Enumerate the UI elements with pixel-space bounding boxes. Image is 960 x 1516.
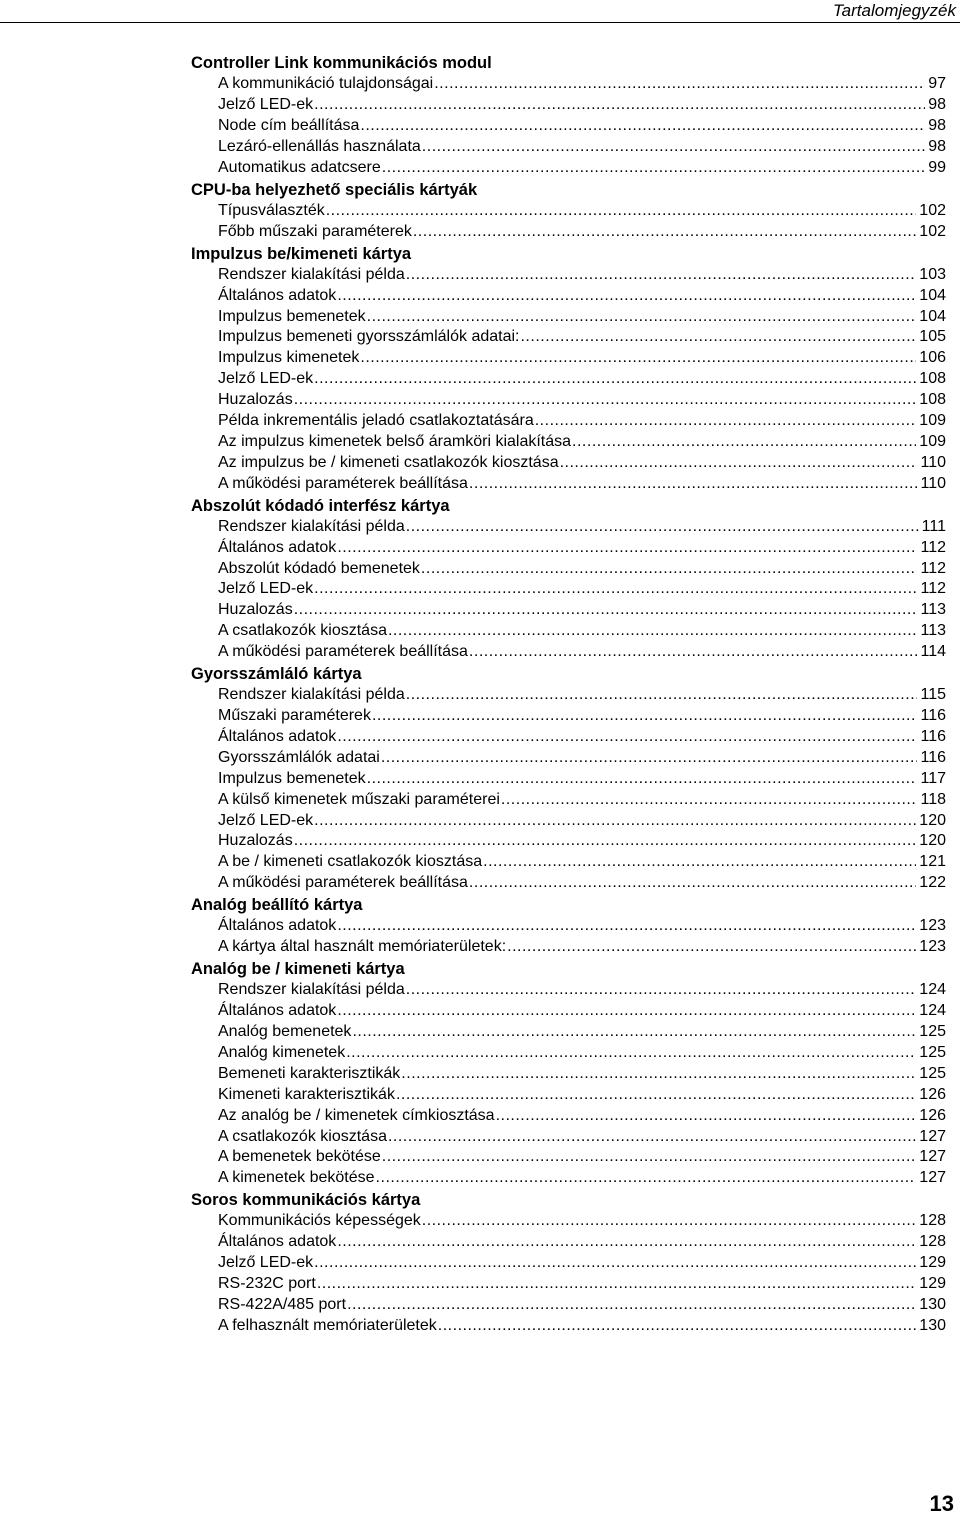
toc-entry-label: Általános adatok xyxy=(218,727,337,745)
toc-entry[interactable] xyxy=(218,1211,946,1232)
toc-entry-page: 108 xyxy=(919,391,946,409)
toc-entry[interactable] xyxy=(218,390,946,411)
toc-entry-page: 98 xyxy=(928,137,946,155)
toc-entry-page: 128 xyxy=(919,1212,946,1230)
toc-entry-label: A kimenetek bekötése xyxy=(218,1169,375,1187)
toc-entry-label: A bemenetek bekötése xyxy=(218,1148,381,1166)
toc-entry-page: 97 xyxy=(928,75,946,93)
dot-leader xyxy=(337,727,917,748)
toc-entry-label: Analóg bemenetek xyxy=(218,1023,352,1041)
toc-entry[interactable] xyxy=(218,369,946,390)
toc-entry-label: A külső kimenetek műszaki paraméterei xyxy=(218,790,500,808)
toc-entry-label: Főbb műszaki paraméterek xyxy=(218,222,412,240)
dot-leader xyxy=(388,1127,916,1148)
toc-entry-label: Kimeneti karakterisztikák xyxy=(218,1085,395,1103)
toc-entry-page: 109 xyxy=(919,432,946,450)
dot-leader xyxy=(406,980,917,1001)
toc-entry[interactable] xyxy=(218,1316,946,1337)
dot-leader xyxy=(469,474,918,495)
dot-leader xyxy=(337,1232,916,1253)
dot-leader xyxy=(388,621,918,642)
toc-entry[interactable] xyxy=(218,873,946,894)
toc-entry-page: 127 xyxy=(919,1148,946,1166)
toc-entry-page: 108 xyxy=(919,370,946,388)
toc-entry-label: Műszaki paraméterek xyxy=(218,707,371,725)
toc-entry[interactable] xyxy=(218,1001,946,1022)
toc-entry-page: 127 xyxy=(919,1169,946,1187)
toc-entry[interactable] xyxy=(218,474,946,495)
dot-leader xyxy=(422,137,925,158)
toc-entry-label: Lezáró-ellenállás használata xyxy=(218,137,421,155)
toc-entry-label: Általános adatok xyxy=(218,286,337,304)
toc-entry-page: 113 xyxy=(920,622,946,640)
toc-entry-label: Rendszer kialakítási példa xyxy=(218,517,405,535)
toc-entry[interactable] xyxy=(218,980,946,1001)
toc-entry-page: 113 xyxy=(920,601,946,619)
toc-entry[interactable] xyxy=(218,811,946,832)
toc-entry-page: 116 xyxy=(920,748,946,766)
toc-entry-page: 98 xyxy=(928,96,946,114)
toc-entry-page: 104 xyxy=(919,286,946,304)
section-title: Controller Link kommunikációs modul xyxy=(191,54,492,72)
dot-leader xyxy=(382,1147,917,1168)
toc-entry-label: RS-232C port xyxy=(218,1275,316,1293)
toc-entry[interactable] xyxy=(218,748,946,769)
toc-entry[interactable] xyxy=(218,411,946,432)
toc-entry-label: RS-422A/485 port xyxy=(218,1295,347,1313)
dot-leader xyxy=(376,1168,917,1189)
toc-entry[interactable] xyxy=(218,286,946,307)
toc-entry[interactable] xyxy=(218,538,946,559)
dot-leader xyxy=(326,201,917,222)
toc-entry-label: Huzalozás xyxy=(218,601,293,619)
toc-entry-label: Huzalozás xyxy=(218,832,293,850)
dot-leader xyxy=(367,769,918,790)
page-header xyxy=(0,0,960,24)
toc-entry-page: 102 xyxy=(919,201,946,219)
toc-entry-page: 128 xyxy=(919,1233,946,1251)
dot-leader xyxy=(434,74,925,95)
toc-entry[interactable] xyxy=(218,432,946,453)
toc-entry-page: 124 xyxy=(919,1002,946,1020)
dot-leader xyxy=(469,642,918,663)
toc-entry-page: 112 xyxy=(920,559,946,577)
toc-entry[interactable] xyxy=(218,727,946,748)
toc-entry[interactable] xyxy=(218,1274,946,1295)
toc-entry-label: Típusválaszték xyxy=(218,201,325,219)
toc-entry-label: Impulzus bemenetek xyxy=(218,769,366,787)
toc-entry[interactable] xyxy=(218,1253,946,1274)
toc-entry-label: A működési paraméterek beállítása xyxy=(218,474,468,492)
dot-leader xyxy=(501,790,918,811)
toc-entry-page: 123 xyxy=(919,938,946,956)
dot-leader xyxy=(469,873,916,894)
toc-entry[interactable] xyxy=(218,1147,946,1168)
dot-leader xyxy=(367,307,917,328)
section-title: Analóg beállító kártya xyxy=(191,896,363,915)
dot-leader xyxy=(413,222,916,243)
toc-entry-label: Általános adatok xyxy=(218,917,337,935)
toc-entry-label: Bemeneti karakterisztikák xyxy=(218,1064,401,1082)
toc-entry-page: 102 xyxy=(919,222,946,240)
toc-entry[interactable] xyxy=(218,1043,946,1064)
section-title: Impulzus be/kimeneti kártya xyxy=(191,244,412,263)
toc-entry[interactable] xyxy=(218,1022,946,1043)
toc-entry-label: Általános adatok xyxy=(218,1002,337,1020)
toc-entry-page: 118 xyxy=(920,790,946,808)
toc-entry-label: Automatikus adatcsere xyxy=(218,158,381,176)
dot-leader xyxy=(317,1274,916,1295)
toc-entry[interactable] xyxy=(218,158,946,179)
dot-leader xyxy=(347,1295,916,1316)
toc-entry-page: 104 xyxy=(919,307,946,325)
toc-entry-label: Az impulzus kimenetek belső áramköri kialakítása xyxy=(218,432,572,450)
toc-entry[interactable] xyxy=(218,852,946,873)
toc-entry-page: 116 xyxy=(920,707,946,725)
dot-leader xyxy=(520,327,916,348)
toc-entry-label: Jelző LED-ek xyxy=(218,370,314,388)
toc-entry-page: 103 xyxy=(919,265,946,283)
toc-entry-page: 111 xyxy=(921,517,946,535)
dot-leader xyxy=(314,811,916,832)
toc-entry[interactable] xyxy=(218,1106,946,1127)
toc-entry-page: 130 xyxy=(919,1295,946,1313)
section-title: Soros kommunikációs kártya xyxy=(191,1191,421,1210)
dot-leader xyxy=(421,559,918,580)
toc-entry-label: Impulzus bemenetek xyxy=(218,307,366,325)
section-title: Abszolút kódadó interfész kártya xyxy=(191,496,450,515)
toc-entry-label: Gyorsszámlálók adatai xyxy=(218,748,380,766)
toc-entry-label: Impulzus kimenetek xyxy=(218,349,360,367)
toc-entry[interactable] xyxy=(218,137,946,158)
toc-entry[interactable] xyxy=(218,706,946,727)
toc-entry-label: Analóg kimenetek xyxy=(218,1043,346,1061)
dot-leader xyxy=(337,286,916,307)
section-title: CPU-ba helyezhető speciális kártyák xyxy=(191,180,478,199)
dot-leader xyxy=(337,916,916,937)
toc-entry[interactable] xyxy=(218,685,946,706)
toc-entry-page: 122 xyxy=(919,874,946,892)
section-title: Analóg be / kimeneti kártya xyxy=(191,960,405,979)
dot-leader xyxy=(422,1211,917,1232)
dot-leader xyxy=(381,748,918,769)
toc-entry-label: Az impulzus be / kimeneti csatlakozók kiosztása xyxy=(218,453,559,471)
toc-entry-page: 106 xyxy=(919,349,946,367)
toc-entry[interactable] xyxy=(218,1085,946,1106)
dot-leader xyxy=(314,579,917,600)
toc-entry[interactable] xyxy=(218,1064,946,1085)
dot-leader xyxy=(406,517,919,538)
toc-entry[interactable] xyxy=(218,621,946,642)
page-number: 13 xyxy=(929,1491,954,1516)
toc-entry-label: Általános adatok xyxy=(218,538,337,556)
dot-leader xyxy=(294,600,918,621)
toc-entry-page: 117 xyxy=(920,769,946,787)
dot-leader xyxy=(360,348,916,369)
toc-entry[interactable] xyxy=(218,348,946,369)
toc-entry-page: 110 xyxy=(920,474,946,492)
dot-leader xyxy=(483,852,916,873)
toc-entry[interactable] xyxy=(218,307,946,328)
dot-leader xyxy=(406,265,917,286)
toc-entry-page: 109 xyxy=(919,412,946,430)
dot-leader xyxy=(572,432,916,453)
toc-entry[interactable] xyxy=(218,1168,946,1189)
toc-entry-label: A felhasznált memóriaterületek xyxy=(218,1316,437,1334)
toc-entry[interactable] xyxy=(218,937,946,958)
toc-entry-label: A csatlakozók kiosztása xyxy=(218,622,387,640)
toc-entry-label: Jelző LED-ek xyxy=(218,96,314,114)
dot-leader xyxy=(352,1022,916,1043)
toc-entry-label: Példa inkrementális jeladó csatlakoztatására xyxy=(218,412,534,430)
toc-entry-label: Az analóg be / kimenetek címkiosztása xyxy=(218,1106,495,1124)
dot-leader xyxy=(314,95,925,116)
toc-entry-label: Általános adatok xyxy=(218,1233,337,1251)
toc-entry-label: A be / kimeneti csatlakozók kiosztása xyxy=(218,853,483,871)
toc-entry-page: 120 xyxy=(919,811,946,829)
toc-entry-label: A működési paraméterek beállítása xyxy=(218,643,468,661)
toc-entry[interactable] xyxy=(218,600,946,621)
dot-leader xyxy=(560,453,918,474)
dot-leader xyxy=(360,116,925,137)
dot-leader xyxy=(496,1106,917,1127)
header-rule xyxy=(0,22,960,23)
toc-entry-label: A csatlakozók kiosztása xyxy=(218,1127,387,1145)
toc-entry[interactable] xyxy=(218,265,946,286)
toc-entry[interactable] xyxy=(218,517,946,538)
toc-entry-label: Kommunikációs képességek xyxy=(218,1212,421,1230)
toc-entry-page: 121 xyxy=(919,853,946,871)
toc-entry-page: 115 xyxy=(920,686,946,704)
toc-entry-page: 120 xyxy=(919,832,946,850)
dot-leader xyxy=(314,1253,916,1274)
dot-leader xyxy=(314,369,916,390)
toc-entry[interactable] xyxy=(218,579,946,600)
toc-entry-page: 130 xyxy=(919,1316,946,1334)
toc-entry-label: Jelző LED-ek xyxy=(218,580,314,598)
dot-leader xyxy=(372,706,918,727)
toc-entry-label: A működési paraméterek beállítása xyxy=(218,874,468,892)
toc-entry[interactable] xyxy=(218,453,946,474)
dot-leader xyxy=(294,390,917,411)
dot-leader xyxy=(396,1085,916,1106)
toc-entry-label: Abszolút kódadó bemenetek xyxy=(218,559,420,577)
toc-entry[interactable] xyxy=(218,831,946,852)
toc-entry-page: 124 xyxy=(919,981,946,999)
toc-entry-label: Jelző LED-ek xyxy=(218,811,314,829)
toc-entry-page: 99 xyxy=(928,158,946,176)
toc-entry[interactable] xyxy=(218,222,946,243)
toc-entry[interactable] xyxy=(218,95,946,116)
toc-entry-label: A kommunikáció tulajdonságai xyxy=(218,75,434,93)
toc-entry[interactable] xyxy=(218,201,946,222)
section-title: Gyorsszámláló kártya xyxy=(191,665,362,684)
dot-leader xyxy=(535,411,917,432)
toc-entry[interactable] xyxy=(218,769,946,790)
dot-leader xyxy=(337,538,917,559)
toc-entry-page: 116 xyxy=(920,727,946,745)
toc-entry-page: 112 xyxy=(920,580,946,598)
toc-entry-page: 129 xyxy=(919,1254,946,1272)
toc-entry-page: 125 xyxy=(919,1023,946,1041)
toc-entry-page: 129 xyxy=(919,1275,946,1293)
toc-entry-label: Jelző LED-ek xyxy=(218,1254,314,1272)
toc-entry-page: 105 xyxy=(919,328,946,346)
dot-leader xyxy=(401,1064,916,1085)
dot-leader xyxy=(294,831,917,852)
toc-entry[interactable] xyxy=(218,116,946,137)
toc-entry-label: Rendszer kialakítási példa xyxy=(218,265,405,283)
dot-leader xyxy=(507,937,916,958)
toc-entry[interactable] xyxy=(218,790,946,811)
toc-entry[interactable] xyxy=(218,1127,946,1148)
dot-leader xyxy=(382,158,925,179)
dot-leader xyxy=(346,1043,916,1064)
toc-entry-label: Rendszer kialakítási példa xyxy=(218,686,405,704)
header-title: Tartalomjegyzék xyxy=(832,1,956,20)
table-of-contents xyxy=(191,52,956,1337)
dot-leader xyxy=(337,1001,916,1022)
toc-entry-label: Huzalozás xyxy=(218,391,293,409)
toc-entry[interactable] xyxy=(218,327,946,348)
toc-entry-label: Rendszer kialakítási példa xyxy=(218,981,405,999)
toc-entry-label: A kártya által használt memóriaterületek: xyxy=(218,938,507,956)
toc-entry[interactable] xyxy=(218,916,946,937)
toc-entry-page: 125 xyxy=(919,1043,946,1061)
toc-entry[interactable] xyxy=(218,1295,946,1316)
toc-entry-page: 98 xyxy=(928,116,946,134)
toc-entry-page: 114 xyxy=(920,643,946,661)
toc-entry-label: Impulzus bemeneti gyorsszámlálók adatai: xyxy=(218,328,520,346)
toc-entry-page: 126 xyxy=(919,1085,946,1103)
toc-entry-page: 123 xyxy=(919,917,946,935)
toc-entry[interactable] xyxy=(218,642,946,663)
toc-entry-label: Node cím beállítása xyxy=(218,116,360,134)
toc-entry[interactable] xyxy=(218,74,946,95)
toc-entry-page: 126 xyxy=(919,1106,946,1124)
dot-leader xyxy=(406,685,918,706)
toc-entry-page: 125 xyxy=(919,1064,946,1082)
toc-entry[interactable] xyxy=(218,1232,946,1253)
dot-leader xyxy=(438,1316,917,1337)
toc-entry-page: 127 xyxy=(919,1127,946,1145)
toc-entry-page: 112 xyxy=(920,538,946,556)
toc-entry-page: 110 xyxy=(920,453,946,471)
toc-entry[interactable] xyxy=(218,559,946,580)
